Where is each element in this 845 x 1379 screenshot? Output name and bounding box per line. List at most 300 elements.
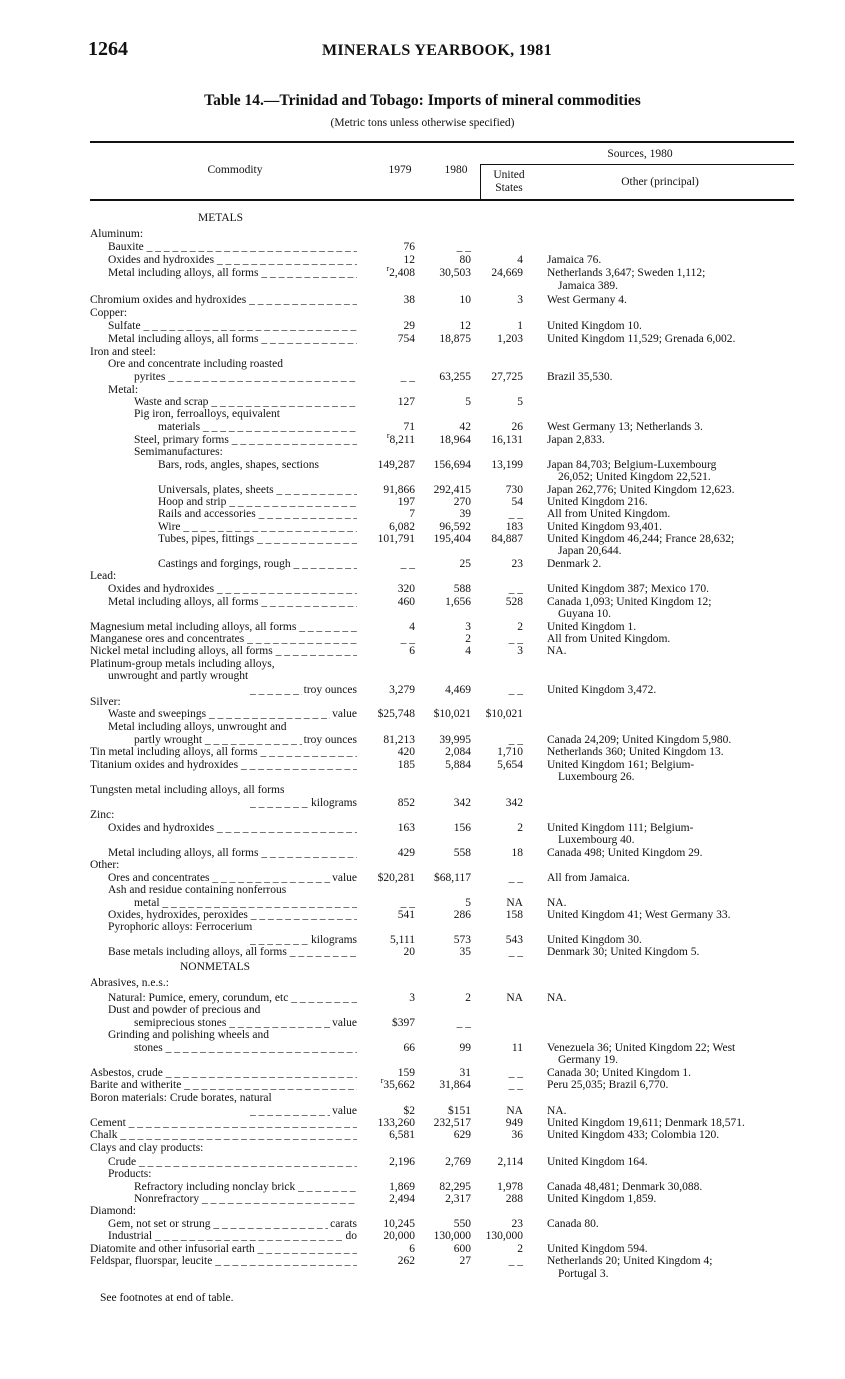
other-sources: United Kingdom 111; Belgium- [547,822,694,834]
value-1980: 63,255 [439,371,471,383]
value-1979: 3,279 [389,684,415,696]
other-sources: Peru 25,035; Brazil 6,770. [547,1079,669,1091]
other-sources: United Kingdom 93,401. [547,521,662,533]
commodity-label: Metal including alloys, all forms _ _ _ [108,267,357,280]
value-1979: _ _ [400,633,415,645]
unit-label: carats [330,1218,357,1230]
value-1979: 460 [397,596,415,608]
value-1980: 156 [453,822,471,834]
value-1979: $2 [403,1105,415,1117]
value-united-states: 342 [505,797,523,809]
value-1980: 39 [459,508,471,520]
table-row [0,784,845,797]
other-sources: All from United Kingdom. [547,508,671,520]
value-1979: 29 [403,320,415,332]
other-sources: United Kingdom 216. [547,496,648,508]
table-row [0,1142,845,1155]
value-1979: 6,082 [389,521,415,533]
other-sources: NA. [547,645,567,657]
commodity-label: Nickel metal including alloys, all forms _ _ _ [90,645,357,658]
value-1980: 550 [453,1218,471,1230]
value-1979: 101,791 [377,533,415,545]
commodity-label: Feldspar, fluorspar, leucite _ _ _ [90,1255,357,1268]
value-1979 [380,1076,415,1092]
value-united-states: 1 [517,320,523,332]
value-1979: 159 [397,1067,415,1079]
value-1980: 80 [459,254,471,266]
table-row [0,946,845,959]
other-sources: Japan 262,776; United Kingdom 12,623. [547,484,735,496]
commodity-label: Refractory including nonclay brick _ _ _ [134,1181,357,1194]
value-1979: $20,281 [377,872,415,884]
value-1980: 5 [465,897,471,909]
table-row [0,1268,845,1281]
commodity-label: Zinc: [90,809,115,821]
commodity-label: Other: [90,859,120,871]
value-1980: _ _ [456,1017,471,1029]
commodity-label: Ores and concentrates _ _ _ [108,872,357,885]
other-sources: Brazil 35,530. [547,371,613,383]
header-sources-1980: Sources, 1980 [607,148,673,160]
other-sources: 26,052; United Kingdom 22,521. [558,471,711,483]
table-row [0,471,845,484]
table-row [0,212,845,225]
value-united-states: 158 [505,909,523,921]
commodity-label: Sulfate _ _ _ [108,320,357,333]
commodity-label: Wire _ _ _ [158,521,357,534]
value-1980: 2,084 [445,746,471,758]
value-united-states: 2 [517,621,523,633]
value-united-states: 26 [511,421,523,433]
commodity-label: Ash and residue containing nonferrous [108,884,287,896]
table-row [0,545,845,558]
commodity-label: semiprecious stones _ _ _ [134,1017,357,1030]
unit-label: troy ounces [303,734,357,746]
other-sources: United Kingdom 46,244; France 28,632; [547,533,735,545]
value-1979: _ _ [400,371,415,383]
table-row [0,333,845,346]
value-united-states: 288 [505,1193,523,1205]
other-sources: Denmark 30; United Kingdom 5. [547,946,700,958]
table-row [0,884,845,897]
other-sources: All from United Kingdom. [547,633,671,645]
other-sources: United Kingdom 164. [547,1156,648,1168]
value-united-states: 130,000 [485,1230,523,1242]
commodity-label: Manganese ores and concentrates _ _ _ [90,633,357,646]
commodity-label: Metal including alloys, all forms _ _ _ [108,596,357,609]
value-1979: 262 [397,1255,415,1267]
value-united-states: 5 [517,396,523,408]
commodity-label: Chalk _ _ _ [90,1129,357,1142]
table-row [0,371,845,384]
value-1980: 558 [453,847,471,859]
value-united-states: 5,654 [497,759,523,771]
value-1980: 600 [453,1243,471,1255]
commodity-label: Copper: [90,307,128,319]
table-row [0,1076,845,1092]
other-sources: United Kingdom 594. [547,1243,648,1255]
commodity-label: Waste and sweepings _ _ _ [108,708,357,721]
table-row [0,358,845,371]
value-1979: 320 [397,583,415,595]
table-row [0,921,845,934]
other-sources: Canada 498; United Kingdom 29. [547,847,703,859]
table-subtitle: (Metric tons unless otherwise specified) [330,117,515,129]
commodity-label: Tubes, pipes, fittings _ _ _ [158,533,357,546]
other-sources: United Kingdom 41; West Germany 33. [547,909,731,921]
table-row [0,746,845,759]
value-1979: 6 [409,645,415,657]
other-sources: Canada 24,209; United Kingdom 5,980. [547,734,732,746]
value-1979: 6 [409,1243,415,1255]
commodity-label: materials _ _ _ [158,421,357,434]
value-1980: 30,503 [439,267,471,279]
other-sources: Venezuela 36; United Kingdom 22; West [547,1042,736,1054]
table-row [0,670,845,683]
table-row [0,708,845,721]
commodity-label: Metal including alloys, unwrought and [108,721,287,733]
table-row [0,1092,845,1105]
commodity-label: pyrites _ _ _ [134,371,357,384]
table-row [0,1230,845,1243]
commodity-label: Oxides, hydroxides, peroxides _ _ _ [108,909,357,922]
value-united-states: _ _ [508,1067,523,1079]
value-united-states: 2,114 [497,1156,523,1168]
value-1979: 5,111 [389,934,415,946]
commodity-label: Waste and scrap _ _ _ [134,396,357,409]
value-1980: 629 [453,1129,471,1141]
value-united-states: 24,669 [491,267,523,279]
value-united-states: 1,203 [497,333,523,345]
value-1980: 12 [459,320,471,332]
header-1979: 1979 [388,164,412,176]
commodity-label: Titanium oxides and hydroxides _ _ _ [90,759,357,772]
value-1979: 6,581 [389,1129,415,1141]
value-united-states: 16,131 [491,434,523,446]
value-united-states: _ _ [508,1079,523,1091]
value-1979: _ _ [400,558,415,570]
value-united-states: 730 [505,484,523,496]
other-sources: Germany 19. [558,1054,619,1066]
other-sources: United Kingdom 11,529; Grenada 6,002. [547,333,736,345]
value-1979: 10,245 [383,1218,415,1230]
value-united-states: 543 [505,934,523,946]
commodity-label: Chromium oxides and hydroxides _ _ _ [90,294,357,307]
value-1980: 342 [453,797,471,809]
value-1980: 130,000 [433,1230,471,1242]
value-united-states: _ _ [508,583,523,595]
other-sources: United Kingdom 161; Belgium- [547,759,695,771]
value-1980: $68,117 [434,872,471,884]
table-row [0,307,845,320]
value-united-states: _ _ [508,684,523,696]
value-1980: 232,517 [433,1117,471,1129]
value-1979: $397 [392,1017,415,1029]
commodity-label: Silver: [90,696,121,708]
table-row [0,1054,845,1067]
section-heading: NONMETALS [180,961,250,973]
footnote: See footnotes at end of table. [100,1292,234,1304]
value-1979: 185 [397,759,415,771]
table-row [0,294,845,307]
value-1980: 195,404 [433,533,471,545]
other-sources: West Germany 4. [547,294,627,306]
value-united-states: 13,199 [491,459,523,471]
value-united-states: NA [506,897,523,909]
commodity-label: Barite and witherite _ _ _ [90,1079,357,1092]
other-sources: NA. [547,992,567,1004]
value-1980: 27 [459,1255,471,1267]
value-united-states: 54 [511,496,523,508]
unit-label: troy ounces [303,684,357,696]
table-row [0,961,845,974]
header-other-principal: Other (principal) [621,176,699,188]
other-sources: Denmark 2. [547,558,602,570]
value-united-states: _ _ [508,1255,523,1267]
value-1980: 292,415 [433,484,471,496]
value-1979 [386,264,415,280]
table-row [0,320,845,333]
commodity-label: Metal: [108,384,139,396]
table-row [0,241,845,254]
value-united-states: 2 [517,822,523,834]
value-1980: 35 [459,946,471,958]
value-1980: 31 [459,1067,471,1079]
value-united-states: 27,725 [491,371,523,383]
commodity-label: Bauxite _ _ _ [108,241,357,254]
commodity-label: Semimanufactures: [134,446,223,458]
value-united-states: 3 [517,294,523,306]
table-row [0,834,845,847]
other-sources: Canada 1,093; United Kingdom 12; [547,596,712,608]
table-row [0,254,845,267]
commodity-label: Tin metal including alloys, all forms _ _ _ [90,746,357,759]
value-1979: 127 [397,396,415,408]
commodity-label: Clays and clay products: [90,1142,204,1154]
table-row [0,1004,845,1017]
commodity-label: Asbestos, crude _ _ _ [90,1067,357,1080]
value-1980: $151 [448,1105,471,1117]
value-1980: 573 [453,934,471,946]
running-head: MINERALS YEARBOOK, 1981 [322,42,552,59]
value-1980: 588 [453,583,471,595]
commodity-label: Tungsten metal including alloys, all forms [90,784,285,796]
other-sources: Luxembourg 26. [558,771,635,783]
commodity-label: Ore and concentrate including roasted [108,358,283,370]
commodity-label: partly wrought _ _ _ [134,734,357,747]
commodity-label: Industrial _ _ _ [108,1230,357,1243]
table-row [0,1029,845,1042]
value-1980: 5,884 [445,759,471,771]
value-1980: 4,469 [445,684,471,696]
table-row [0,228,845,241]
table-row [0,721,845,734]
value-1979: _ _ [400,897,415,909]
other-sources: Netherlands 360; United Kingdom 13. [547,746,724,758]
other-sources: Jamaica 389. [558,280,619,292]
value-text: 2,408 [389,267,415,279]
value-1979: 76 [403,241,415,253]
commodity-label: stones _ _ _ [134,1042,357,1055]
commodity-label: Lead: [90,570,117,582]
commodity-label: Castings and forgings, rough _ _ _ [158,558,357,571]
value-1979: 1,869 [389,1181,415,1193]
table-row [0,1129,845,1142]
commodity-label: Abrasives, n.e.s.: [90,977,169,989]
other-sources: Japan 2,833. [547,434,605,446]
value-1979: 2,196 [389,1156,415,1168]
commodity-label: Hoop and strip _ _ _ [158,496,357,509]
table-row [0,977,845,990]
value-united-states: 949 [505,1117,523,1129]
table-row [0,645,845,658]
value-united-states: $10,021 [485,708,523,720]
value-1980: 3 [465,621,471,633]
value-united-states: 11 [511,1042,523,1054]
commodity-label: Oxides and hydroxides _ _ _ [108,822,357,835]
commodity-label: metal _ _ _ [134,897,357,910]
value-1980: 156,694 [433,459,471,471]
other-sources: NA. [547,897,567,909]
value-united-states: _ _ [508,633,523,645]
table-row [0,771,845,784]
other-sources: All from Jamaica. [547,872,630,884]
value-1980: _ _ [456,241,471,253]
other-sources: Canada 80. [547,1218,599,1230]
value-1979: 420 [397,746,415,758]
revised-mark: r [380,1076,384,1086]
value-united-states: _ _ [508,946,523,958]
table-row [0,408,845,421]
value-1979: 12 [403,254,415,266]
value-1980: 4 [465,645,471,657]
value-1979: 163 [397,822,415,834]
unit-label: value [332,872,357,884]
value-1980: 31,864 [439,1079,471,1091]
section-heading: METALS [198,212,244,224]
unit-label: value [332,1105,357,1117]
value-1980: 18,875 [439,333,471,345]
commodity-label: Gem, not set or strung _ _ _ [108,1218,357,1231]
commodity-label: Nonrefractory _ _ _ [134,1193,357,1206]
commodity-label: Universals, plates, sheets _ _ _ [158,484,357,497]
value-united-states: NA [506,992,523,1004]
revised-mark: r [386,264,390,274]
commodity-label: Magnesium metal including alloys, all forms _ _ _ [90,621,357,634]
commodity-label: Rails and accessories _ _ _ [158,508,357,521]
other-sources: Netherlands 20; United Kingdom 4; [547,1255,713,1267]
value-1979: 91,866 [383,484,415,496]
value-text: 8,211 [389,434,415,446]
revised-mark: r [386,431,390,441]
commodity-label: Pig iron, ferroalloys, equivalent [134,408,280,420]
value-1979: 20 [403,946,415,958]
value-united-states: 1,710 [497,746,523,758]
value-1980: 42 [459,421,471,433]
value-1980: 2 [465,633,471,645]
table-row [0,1255,845,1268]
value-1979: 3 [409,992,415,1004]
commodity-label: Oxides and hydroxides _ _ _ [108,583,357,596]
commodity-label: Bars, rods, angles, shapes, sections [158,459,319,471]
commodity-label: Cement _ _ _ [90,1117,357,1130]
commodity-label: unwrought and partly wrought [108,670,249,682]
value-1979: $25,748 [377,708,415,720]
commodity-label: Platinum-group metals including alloys, [90,658,275,670]
value-1980: 286 [453,909,471,921]
table-row [0,570,845,583]
commodity-label: Boron materials: Crude borates, natural [90,1092,272,1104]
unit-label: do [345,1230,357,1242]
table-title: Table 14.—Trinidad and Tobago: Imports of mineral commodities [204,92,641,109]
commodity-label: Crude _ _ _ [108,1156,357,1169]
commodity-label: Natural: Pumice, emery, corundum, etc _ _ _ [108,992,357,1005]
value-1979: 133,260 [377,1117,415,1129]
commodity-label: Metal including alloys, all forms _ _ _ [108,847,357,860]
table-row [0,280,845,293]
other-sources: Canada 30; United Kingdom 1. [547,1067,692,1079]
value-1979: 429 [397,847,415,859]
value-1979: 7 [409,508,415,520]
value-1980: 96,592 [439,521,471,533]
value-1980: 25 [459,558,471,570]
value-1980: 2,317 [445,1193,471,1205]
other-sources: United Kingdom 433; Colombia 120. [547,1129,720,1141]
commodity-label: Diatomite and other infusorial earth _ _ _ [90,1243,357,1256]
commodity-label: Products: [108,1168,152,1180]
other-sources: United Kingdom 19,611; Denmark 18,571. [547,1117,745,1129]
value-1979: 66 [403,1042,415,1054]
table-row [0,809,845,822]
value-1980: 18,964 [439,434,471,446]
table-row [0,859,845,872]
other-sources: Portugal 3. [558,1268,609,1280]
unit-label: kilograms [311,934,357,946]
table-row [0,446,845,459]
other-sources: United Kingdom 30. [547,934,642,946]
value-1979: 197 [397,496,415,508]
other-sources: Japan 20,644. [558,545,622,557]
page-number: 1264 [88,38,128,60]
other-sources: Guyana 10. [558,608,612,620]
value-1980: 99 [459,1042,471,1054]
value-united-states: 18 [511,847,523,859]
commodity-label: Diamond: [90,1205,136,1217]
other-sources: Jamaica 76. [547,254,602,266]
other-sources: NA. [547,1105,567,1117]
value-united-states: 183 [505,521,523,533]
commodity-label: Steel, primary forms _ _ _ [134,434,357,447]
value-1980: 10 [459,294,471,306]
other-sources: Canada 48,481; Denmark 30,088. [547,1181,703,1193]
commodity-label: Base metals including alloys, all forms _ _ _ [108,946,357,959]
value-1979: 149,287 [377,459,415,471]
commodity-label: Dust and powder of precious and [108,1004,261,1016]
value-united-states: 4 [517,254,523,266]
value-1980: 82,295 [439,1181,471,1193]
table-row [0,1205,845,1218]
unit-label: kilograms [311,797,357,809]
value-united-states: 23 [511,1218,523,1230]
value-united-states: 84,887 [491,533,523,545]
value-united-states: NA [506,1105,523,1117]
value-1980: 2 [465,992,471,1004]
unit-label: value [332,1017,357,1029]
value-united-states: 528 [505,596,523,608]
table-row [0,264,845,280]
value-1979: 71 [403,421,415,433]
header-1980: 1980 [444,164,468,176]
